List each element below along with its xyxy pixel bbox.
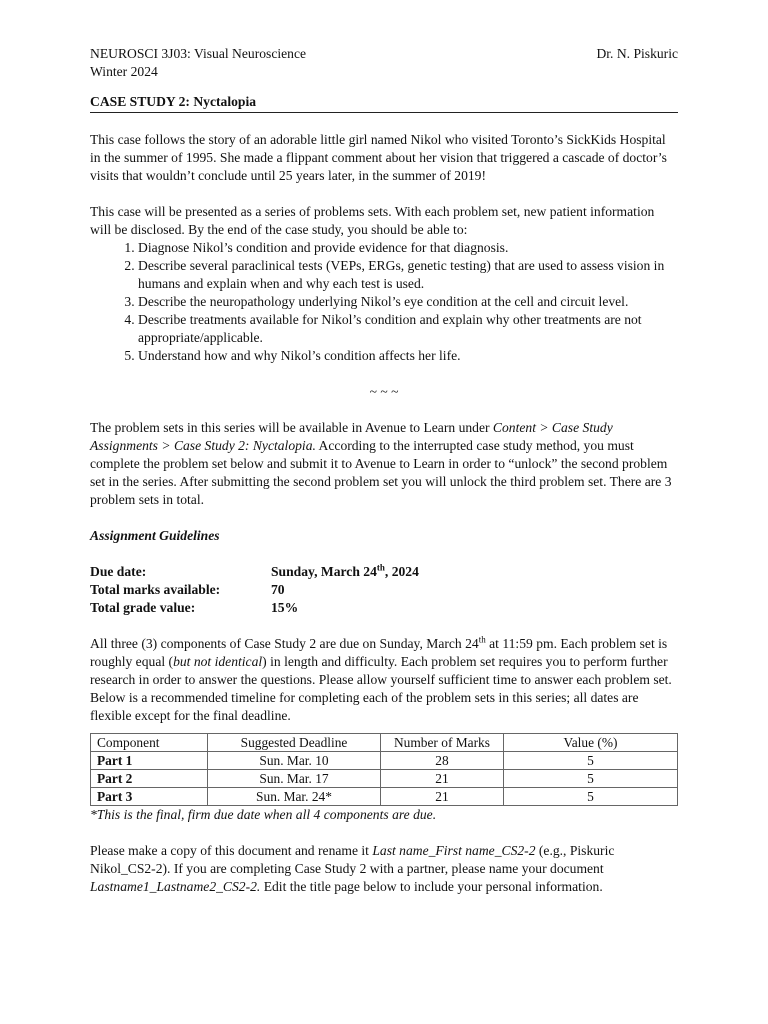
table-cell: 21 <box>381 788 504 806</box>
table-cell: Sun. Mar. 24* <box>208 788 381 806</box>
grade-value-label: Total grade value: <box>90 600 196 615</box>
course-name: NEUROSCI 3J03: Visual Neuroscience <box>90 46 307 61</box>
table-row <box>91 752 678 770</box>
table-cell: Part 2 <box>91 770 208 788</box>
table-footnote: *This is the final, firm due date when all 4 components are due. <box>90 807 437 822</box>
grade-value-row <box>90 599 678 617</box>
objective-item: 5. Understand how and why Nikol’s condition affects her life. <box>138 347 678 365</box>
table-header-cell: Number of Marks <box>381 734 504 752</box>
table-cell: 21 <box>381 770 504 788</box>
table-cell: 5 <box>504 788 678 806</box>
table-cell: Part 1 <box>91 752 208 770</box>
document-header <box>90 45 678 81</box>
due-date-row <box>90 563 678 581</box>
table-row <box>91 788 678 806</box>
grade-value: 15% <box>271 600 299 615</box>
avenue-path: Content > Case Study Assignments > Case Study 2: Nyctalopia. <box>90 420 613 453</box>
document-title: CASE STUDY 2: Nyctalopia <box>90 93 678 113</box>
components-paragraph: All three (3) components of Case Study 2 are due on Sunday, March 24th at 11:59 pm. Each problem set is roughly equal (but not identical) in length and difficulty. Each problem set requires you to perform further research in order to answer the questions. Please allow yourself sufficient time to answer each problem set. Below is a recommended timeline for completing each of the problem sets in this series; all dates are flexible except for the final deadline. <box>90 634 672 723</box>
timeline-table <box>90 733 678 806</box>
due-date-label: Due date: <box>90 564 147 579</box>
guidelines-heading: Assignment Guidelines <box>90 528 220 543</box>
total-marks-row <box>90 581 678 599</box>
table-row <box>91 770 678 788</box>
document-page <box>90 45 678 896</box>
problem-sets-text: The problem sets in this series will be available in Avenue to Learn under <box>90 420 493 435</box>
instructor-name: Dr. N. Piskuric <box>596 46 678 61</box>
table-cell: Sun. Mar. 17 <box>208 770 381 788</box>
table-cell: Sun. Mar. 10 <box>208 752 381 770</box>
table-cell: Part 3 <box>91 788 208 806</box>
problem-sets-paragraph <box>90 419 678 509</box>
objectives-intro: This case will be presented as a series of problems sets. With each problem set, new patient information will be disclosed. By the end of the case study, you should be able to: <box>90 204 655 237</box>
section-separator: ~ ~ ~ <box>369 384 399 399</box>
table-header-cell: Suggested Deadline <box>208 734 381 752</box>
due-date-value: Sunday, March 24th, 2024 <box>271 562 419 579</box>
table-header-row <box>91 734 678 752</box>
course-info <box>90 45 306 81</box>
table-cell: 5 <box>504 770 678 788</box>
course-term: Winter 2024 <box>90 64 158 79</box>
intro-paragraph: This case follows the story of an adorable little girl named Nikol who visited Toronto’s SickKids Hospital in the summer of 1995. She made a flippant comment about her vision that triggered a cascade of doctor’s visits that wouldn’t conclude until 25 years later, in the summer of 2019! <box>90 132 667 183</box>
table-cell: 5 <box>504 752 678 770</box>
objective-item: 2. Describe several paraclinical tests (VEPs, ERGs, genetic testing) that are used to assess vision in humans and explain when and why each test is used. <box>138 257 678 293</box>
objective-item: 3. Describe the neuropathology underlying Nikol’s eye condition at the cell and circuit level. <box>138 293 678 311</box>
closing-paragraph: Please make a copy of this document and rename it Last name_First name_CS2-2 (e.g., Piskuric Nikol_CS2-2). If you are completing Case Study 2 with a partner, please name your document Lastname1_Lastname2_CS2-2. Edit the title page below to include your personal information. <box>90 843 615 894</box>
table-cell: 28 <box>381 752 504 770</box>
table-header-cell: Component <box>91 734 208 752</box>
objective-item: 4. Describe treatments available for Nikol’s condition and explain why other treatments are not appropriate/applicable. <box>138 311 678 347</box>
objectives-list <box>90 239 678 365</box>
table-header-cell: Value (%) <box>504 734 678 752</box>
objective-item: 1. Diagnose Nikol’s condition and provide evidence for that diagnosis. <box>138 239 678 257</box>
total-marks-label: Total marks available: <box>90 582 221 597</box>
problem-sets-text: According to the interrupted case study method, you must complete the problem set below and submit it to Avenue to Learn in order to “unlock” the second problem set in the series. After submitting the second problem set you will unlock the third problem set. There are 3 problem sets in total. <box>90 438 672 507</box>
total-marks-value: 70 <box>271 582 285 597</box>
